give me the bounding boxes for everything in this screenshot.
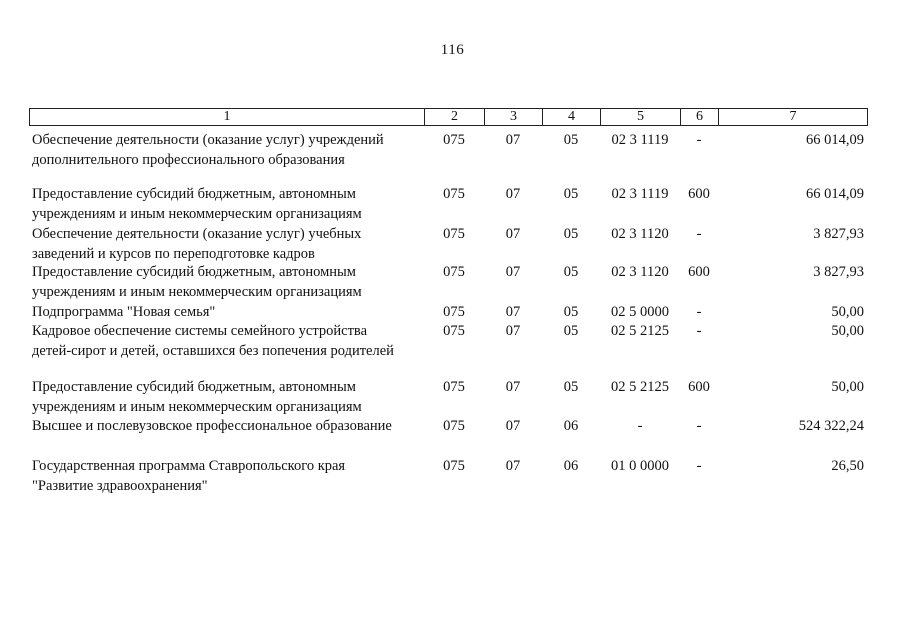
column-header-table <box>29 108 868 126</box>
row-name: Обеспечение деятельности (оказание услуг) учреждений дополнительного профессионального образования <box>32 132 384 168</box>
row-amount: 66 014,09 <box>806 186 864 202</box>
row-target-code: 02 3 1120 <box>611 226 669 242</box>
row-ministry-code: 075 <box>443 418 465 434</box>
row-target-code: - <box>637 418 643 434</box>
row-target-code: 02 3 1119 <box>611 132 669 148</box>
row-name: Предоставление субсидий бюджетным, автономным учреждениям и иным некоммерческим организациям <box>32 264 362 300</box>
row-section-code: 07 <box>505 458 521 474</box>
column-header-7: 7 <box>719 109 868 126</box>
row-name: Высшее и послевузовское профессиональное образование <box>32 418 392 434</box>
row-ministry-code: 075 <box>443 132 465 148</box>
row-ministry-code: 075 <box>443 458 465 474</box>
row-subsection-code: 05 <box>563 379 579 395</box>
row-subsection-code: 05 <box>563 323 579 339</box>
row-name: Предоставление субсидий бюджетным, автономным учреждениям и иным некоммерческим организациям <box>32 379 362 415</box>
row-section-code: 07 <box>505 132 521 148</box>
row-target-code: 02 3 1120 <box>611 264 669 280</box>
row-section-code: 07 <box>505 186 521 202</box>
row-name: Кадровое обеспечение системы семейного устройства детей-сирот и детей, оставшихся без попечения родителей <box>32 323 394 359</box>
page-number: 116 <box>440 42 465 58</box>
row-amount: 50,00 <box>831 304 864 320</box>
row-ministry-code: 075 <box>443 323 465 339</box>
row-expense-type: - <box>696 132 702 148</box>
row-name: Предоставление субсидий бюджетным, автономным учреждениям и иным некоммерческим организациям <box>32 186 362 222</box>
row-section-code: 07 <box>505 379 521 395</box>
row-expense-type: - <box>696 323 702 339</box>
row-expense-type: - <box>696 226 702 242</box>
row-expense-type: - <box>696 458 702 474</box>
row-amount: 50,00 <box>831 379 864 395</box>
row-subsection-code: 05 <box>563 132 579 148</box>
row-subsection-code: 06 <box>563 458 579 474</box>
row-section-code: 07 <box>505 304 521 320</box>
row-expense-type: - <box>696 418 702 434</box>
row-section-code: 07 <box>505 418 521 434</box>
row-amount: 3 827,93 <box>813 264 864 280</box>
column-header-2: 2 <box>425 109 485 126</box>
row-target-code: 02 3 1119 <box>611 186 669 202</box>
row-expense-type: 600 <box>688 264 710 280</box>
column-header-4: 4 <box>543 109 601 126</box>
row-ministry-code: 075 <box>443 304 465 320</box>
row-amount: 524 322,24 <box>798 418 864 434</box>
row-section-code: 07 <box>505 323 521 339</box>
row-subsection-code: 05 <box>563 264 579 280</box>
row-amount: 3 827,93 <box>813 226 864 242</box>
row-name: Подпрограмма "Новая семья" <box>32 304 216 320</box>
column-header-6: 6 <box>681 109 719 126</box>
column-header-5: 5 <box>601 109 681 126</box>
column-header-3: 3 <box>485 109 543 126</box>
row-target-code: 02 5 0000 <box>611 304 669 320</box>
row-target-code: 02 5 2125 <box>611 323 669 339</box>
column-header-1: 1 <box>30 109 425 126</box>
row-amount: 26,50 <box>831 458 864 474</box>
row-ministry-code: 075 <box>443 264 465 280</box>
row-subsection-code: 05 <box>563 226 579 242</box>
row-name: Государственная программа Ставропольского края "Развитие здравоохранения" <box>32 458 346 494</box>
row-amount: 50,00 <box>831 323 864 339</box>
row-expense-type: 600 <box>688 186 710 202</box>
row-section-code: 07 <box>505 226 521 242</box>
row-expense-type: 600 <box>688 379 710 395</box>
row-amount: 66 014,09 <box>806 132 864 148</box>
row-subsection-code: 05 <box>563 186 579 202</box>
row-ministry-code: 075 <box>443 226 465 242</box>
row-ministry-code: 075 <box>443 379 465 395</box>
row-subsection-code: 06 <box>563 418 579 434</box>
column-header-row <box>30 109 868 126</box>
row-target-code: 02 5 2125 <box>611 379 669 395</box>
row-target-code: 01 0 0000 <box>611 458 669 474</box>
row-subsection-code: 05 <box>563 304 579 320</box>
row-ministry-code: 075 <box>443 186 465 202</box>
row-expense-type: - <box>696 304 702 320</box>
row-section-code: 07 <box>505 264 521 280</box>
row-name: Обеспечение деятельности (оказание услуг) учебных заведений и курсов по переподготовке кадров <box>32 226 362 262</box>
